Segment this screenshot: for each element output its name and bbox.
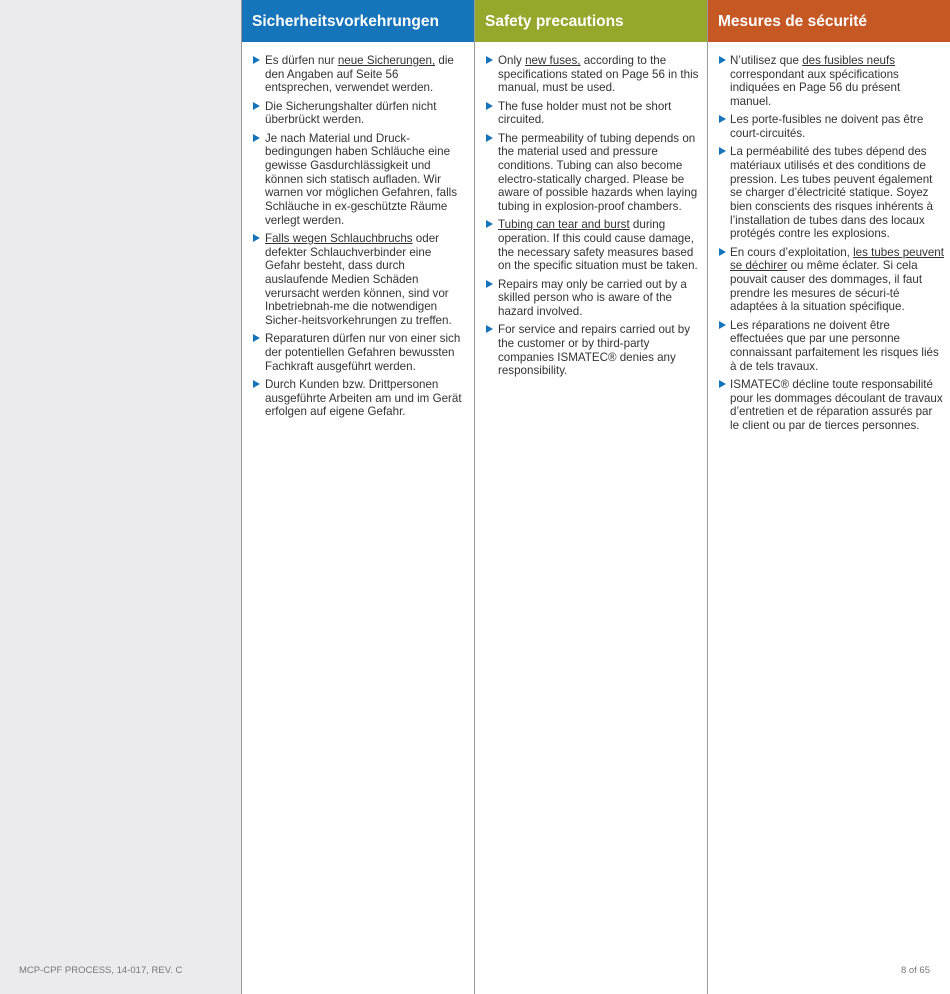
- bullet-item: [253, 378, 468, 419]
- bullet-item: [253, 132, 468, 228]
- bullet-item: [486, 323, 701, 378]
- bullet-text: Die Sicherungshalter dürfen nicht überbrückt werden.: [265, 99, 437, 127]
- underlined-phrase: new fuses,: [525, 54, 581, 67]
- bullet-item: [253, 100, 468, 127]
- triangle-right-icon: [253, 380, 260, 388]
- triangle-right-icon: [486, 102, 493, 110]
- underlined-phrase: les tubes peuvent se déchirer: [730, 245, 944, 273]
- triangle-right-icon: [486, 220, 493, 228]
- triangle-right-icon: [253, 234, 260, 242]
- bullet-item: [486, 278, 701, 319]
- underlined-phrase: neue Sicherungen,: [337, 54, 436, 67]
- bullet-text: La perméabilité des tubes dépend des matériaux utilisés et des conditions de pression. Les tubes peuvent également se charger d’électricité statique. Soyez bien conscients des risques inhérents à l’installation de tubes dans des locaux protégés contre les explosions.: [730, 145, 934, 241]
- triangle-right-icon: [253, 102, 260, 110]
- bullet-text: N’utilisez que: [730, 54, 803, 67]
- bullet-item: [486, 132, 701, 214]
- bullet-item: [486, 218, 701, 273]
- bullet-item: [719, 113, 944, 140]
- bullet-item: [719, 246, 944, 315]
- triangle-right-icon: [486, 280, 493, 288]
- column-header-english: Safety precautions: [475, 0, 707, 42]
- left-margin: [0, 0, 241, 994]
- bullet-text: correspondant aux spécifications indiquées en Page 56 du présent manuel.: [730, 67, 901, 109]
- bullet-text: ISMATEC® décline toute responsabilité pour les dommages découlant de travaux d’entretien et de réparation assurés par le client ou par de tierces personnes.: [730, 377, 943, 433]
- bullet-text: Repairs may only be carried out by a skilled person who is aware of the hazard involved.: [498, 277, 687, 318]
- bullet-text: Les réparations ne doivent être effectuées que par une personne connaissant parfaitement les risques liés à de tels travaux.: [730, 318, 939, 373]
- bullet-list-english: [475, 42, 707, 378]
- bullet-text: according to the specifications stated on Page 56 in this manual, must be used.: [498, 54, 699, 95]
- bullet-item: [719, 319, 944, 374]
- bullet-list-french: [708, 42, 950, 433]
- bullet-text: En cours d’exploitation,: [730, 245, 854, 259]
- triangle-right-icon: [486, 134, 493, 142]
- bullet-item: [719, 145, 944, 241]
- triangle-right-icon: [719, 115, 726, 123]
- triangle-right-icon: [253, 134, 260, 142]
- column-header-german: Sicherheitsvorkehrungen: [242, 0, 474, 42]
- triangle-right-icon: [719, 321, 726, 329]
- column-header-french: Mesures de sécurité: [708, 0, 950, 42]
- bullet-item: [486, 54, 701, 95]
- bullet-list-german: [242, 42, 474, 419]
- bullet-text: die den Angaben auf Seite 56 entsprechen, verwendet werden.: [265, 54, 454, 95]
- column-french: [707, 0, 950, 994]
- footer-page-number: 8 of 65: [900, 965, 930, 976]
- footer-document-id: MCP-CPF PROCESS, 14-017, REV. C: [19, 965, 183, 976]
- triangle-right-icon: [719, 56, 726, 64]
- triangle-right-icon: [253, 334, 260, 342]
- column-german: [241, 0, 474, 994]
- underlined-phrase: Tubing can tear and burst: [498, 218, 630, 232]
- bullet-text: For service and repairs carried out by the customer or by third-party companies ISMATEC® denies any responsibility.: [498, 323, 691, 378]
- bullet-text: The fuse holder must not be short circuited.: [498, 99, 672, 127]
- triangle-right-icon: [486, 56, 493, 64]
- bullet-text: ou même éclater. Si cela pouvait causer des dommages, il faut prendre les mesures de sécuri-té adaptées à la situation spécifique.: [730, 259, 923, 314]
- bullet-text: Les porte-fusibles ne doivent pas être court-circuités.: [730, 113, 924, 141]
- bullet-text: Durch Kunden bzw. Drittpersonen ausgeführte Arbeiten am und im Gerät erfolgen auf eigene Gefahr.: [265, 377, 462, 419]
- triangle-right-icon: [719, 248, 726, 256]
- bullet-item: [486, 100, 701, 127]
- underlined-phrase: Falls wegen Schlauchbruchs: [265, 231, 413, 245]
- bullet-text: during operation. If this could cause damage, the necessary safety measures based on the specific situation must be taken.: [498, 218, 698, 273]
- bullet-text: The permeability of tubing depends on the material used and pressure conditions. Tubing can also become electro-statically charged. Please be aware of possible hazards when laying tubing in explosion-proof chambers.: [498, 131, 698, 214]
- triangle-right-icon: [253, 56, 260, 64]
- bullet-text: Only: [498, 54, 526, 67]
- triangle-right-icon: [486, 325, 493, 333]
- bullet-item: [253, 232, 468, 328]
- bullet-item: [719, 378, 944, 433]
- bullet-text: oder defekter Schlauchverbinder eine Gefahr besteht, dass durch auslaufende Medien Schäden verursacht werden können, sind vor Inbetriebnah-me die notwendigen Sicher-heitsvorkehrungen zu treffen.: [265, 231, 452, 328]
- bullet-text: Es dürfen nur: [265, 54, 338, 67]
- triangle-right-icon: [719, 147, 726, 155]
- bullet-item: [253, 54, 468, 95]
- bullet-item: [253, 332, 468, 373]
- bullet-text: Reparaturen dürfen nur von einer sich der potentiellen Gefahren bewussten Fachkraft ausgeführt werden.: [265, 332, 461, 373]
- bullet-text: Je nach Material und Druck-bedingungen haben Schläuche eine gewisse Gasdurchlässigkeit und können sich statisch aufladen. Wir warnen vor möglichen Gefahren, falls Schläuche in ex-geschützte Räume verlegt werden.: [265, 131, 458, 227]
- triangle-right-icon: [719, 380, 726, 388]
- column-english: [474, 0, 707, 994]
- underlined-phrase: des fusibles neufs: [802, 54, 895, 67]
- bullet-item: [719, 54, 944, 109]
